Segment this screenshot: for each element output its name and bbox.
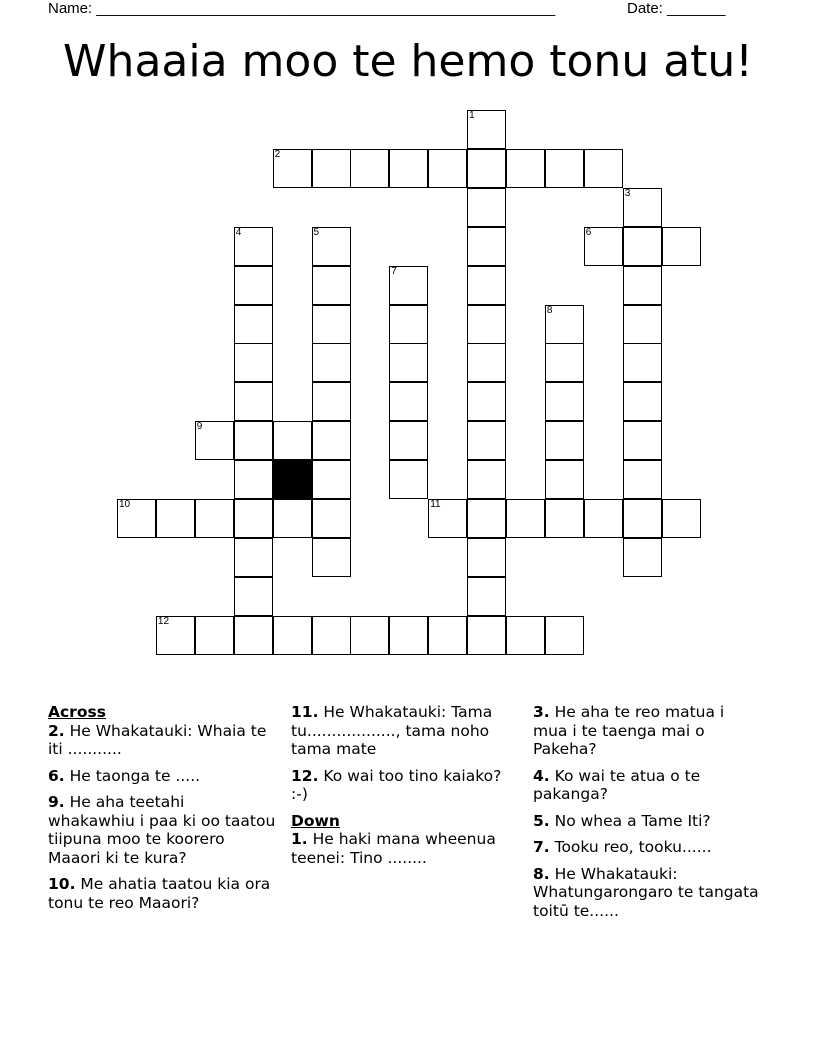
grid-cell[interactable] <box>545 343 584 382</box>
grid-cell[interactable] <box>506 149 545 188</box>
clue-number: 5 <box>313 226 320 238</box>
grid-cell[interactable] <box>195 499 234 538</box>
grid-cell[interactable] <box>623 421 662 460</box>
grid-cell[interactable] <box>312 343 351 382</box>
grid-cell[interactable] <box>467 227 506 266</box>
date-line: _______ <box>667 0 726 17</box>
grid-cell[interactable] <box>389 382 428 421</box>
grid-cell[interactable] <box>467 577 506 616</box>
grid-cell[interactable] <box>389 305 428 344</box>
grid-cell[interactable] <box>312 149 351 188</box>
grid-cell[interactable] <box>312 499 351 538</box>
grid-cell[interactable] <box>623 382 662 421</box>
grid-cell[interactable] <box>156 616 195 655</box>
clue-number: 9 <box>196 421 203 433</box>
clue-down-4: 4. Ko wai te atua o te pakanga? <box>533 766 701 803</box>
grid-cell[interactable] <box>467 305 506 344</box>
down-heading: Down <box>291 811 340 830</box>
grid-cell[interactable] <box>428 149 467 188</box>
grid-cell[interactable] <box>234 266 273 305</box>
grid-cell[interactable] <box>623 343 662 382</box>
grid-cell[interactable] <box>312 538 351 577</box>
clue-across-6: 6. He taonga te ..... <box>48 766 201 785</box>
grid-cell[interactable] <box>545 499 584 538</box>
grid-cell[interactable] <box>389 266 428 305</box>
grid-cell[interactable] <box>467 382 506 421</box>
grid-cell[interactable] <box>312 460 351 499</box>
grid-cell[interactable] <box>234 421 273 460</box>
clue-number: 2 <box>274 148 281 160</box>
grid-cell[interactable] <box>312 305 351 344</box>
grid-cell[interactable] <box>506 499 545 538</box>
grid-cell[interactable] <box>467 499 506 538</box>
grid-cell[interactable] <box>467 421 506 460</box>
grid-cell[interactable] <box>584 499 623 538</box>
grid-cell[interactable] <box>234 577 273 616</box>
clue-across-9: 9. He aha teetahi whakawhiu i paa ki oo taatou tiipuna moo te koorero Maaori ki te kura? <box>48 793 276 867</box>
black-cell <box>273 460 312 499</box>
clue-number: 11 <box>430 499 441 510</box>
grid-cell[interactable] <box>273 616 312 655</box>
grid-cell[interactable] <box>467 460 506 499</box>
grid-cell[interactable] <box>545 149 584 188</box>
grid-cell[interactable] <box>389 421 428 460</box>
grid-cell[interactable] <box>156 499 195 538</box>
clue-down-5: 5. No whea a Tame Iti? <box>533 811 711 830</box>
grid-cell[interactable] <box>273 421 312 460</box>
grid-cell[interactable] <box>389 460 428 499</box>
grid-cell[interactable] <box>467 343 506 382</box>
grid-cell[interactable] <box>234 616 273 655</box>
grid-cell[interactable] <box>623 188 662 227</box>
clue-across-12: 12. Ko wai too tino kaiako? :-) <box>291 766 502 803</box>
grid-cell[interactable] <box>234 538 273 577</box>
clues-column-2 <box>291 703 519 875</box>
grid-cell[interactable] <box>195 616 234 655</box>
name-line: _______________________________________________________ <box>96 0 556 17</box>
grid-cell[interactable] <box>467 266 506 305</box>
clue-number: 1 <box>469 110 475 121</box>
grid-cell[interactable] <box>467 188 506 227</box>
grid-cell[interactable] <box>350 616 389 655</box>
grid-cell[interactable] <box>467 149 506 188</box>
grid-cell[interactable] <box>312 266 351 305</box>
clue-across-10: 10. Me ahatia taatou kia ora tonu te reo Maaori? <box>48 875 271 912</box>
grid-cell[interactable] <box>545 382 584 421</box>
grid-cell[interactable] <box>545 305 584 344</box>
grid-cell[interactable] <box>467 110 506 149</box>
clue-number: 7 <box>391 265 397 277</box>
grid-cell[interactable] <box>623 538 662 577</box>
grid-cell[interactable] <box>467 616 506 655</box>
grid-cell[interactable] <box>506 616 545 655</box>
grid-cell[interactable] <box>234 460 273 499</box>
grid-cell[interactable] <box>312 421 351 460</box>
grid-cell[interactable] <box>273 499 312 538</box>
grid-cell[interactable] <box>545 616 584 655</box>
grid-cell[interactable] <box>623 305 662 344</box>
grid-cell[interactable] <box>584 149 623 188</box>
clue-down-3: 3. He aha te reo matua i mua i te taenga mai o Pakeha? <box>533 703 725 758</box>
grid-cell[interactable] <box>428 616 467 655</box>
grid-cell[interactable] <box>350 149 389 188</box>
grid-cell[interactable] <box>195 421 234 460</box>
grid-cell[interactable] <box>234 305 273 344</box>
grid-cell[interactable] <box>312 227 351 266</box>
clue-number: 10 <box>119 499 131 510</box>
clue-number: 8 <box>546 304 553 316</box>
clue-across-2: 2. He Whakatauki: Whaia te iti ........... <box>48 721 267 758</box>
date-label: Date: <box>627 0 668 17</box>
grid-cell[interactable] <box>623 227 662 266</box>
grid-cell[interactable] <box>234 499 273 538</box>
grid-cell[interactable] <box>623 460 662 499</box>
grid-cell[interactable] <box>234 227 273 266</box>
grid-cell[interactable] <box>389 616 428 655</box>
clue-down-8: 8. He Whakatauki: Whatungarongaro te tangata toitū te...... <box>533 864 759 920</box>
page-title: Whaaia moo te hemo tonu atu! <box>63 36 753 87</box>
clue-number: 12 <box>157 615 170 627</box>
grid-cell[interactable] <box>234 382 273 421</box>
clue-number: 3 <box>624 187 631 199</box>
clue-across-11: 11. He Whakatauki: Tama tu.................., tama noho tama mate <box>291 703 493 758</box>
grid-cell[interactable] <box>234 343 273 382</box>
grid-cell[interactable] <box>545 421 584 460</box>
clue-number: 6 <box>585 226 592 238</box>
clues-column-1 <box>48 703 276 920</box>
grid-cell[interactable] <box>467 538 506 577</box>
grid-cell[interactable] <box>117 499 156 538</box>
grid-cell[interactable] <box>312 382 351 421</box>
clues-column-3 <box>533 703 761 928</box>
across-heading: Across <box>48 703 106 721</box>
grid-cell[interactable] <box>389 343 428 382</box>
grid-cell[interactable] <box>623 266 662 305</box>
grid-cell[interactable] <box>662 499 701 538</box>
clue-number: 4 <box>235 226 242 238</box>
name-label: Name: <box>48 0 97 17</box>
grid-cell[interactable] <box>662 227 701 266</box>
grid-cell[interactable] <box>312 616 351 655</box>
clue-down-7: 7. Tooku reo, tooku...... <box>533 838 712 856</box>
grid-cell[interactable] <box>273 149 312 188</box>
clue-down-1: 1. He haki mana wheenua teenei: Tino ........ <box>291 830 496 867</box>
grid-cell[interactable] <box>389 149 428 188</box>
grid-cell[interactable] <box>428 499 467 538</box>
grid-cell[interactable] <box>584 227 623 266</box>
grid-cell[interactable] <box>623 499 662 538</box>
grid-cell[interactable] <box>545 460 584 499</box>
